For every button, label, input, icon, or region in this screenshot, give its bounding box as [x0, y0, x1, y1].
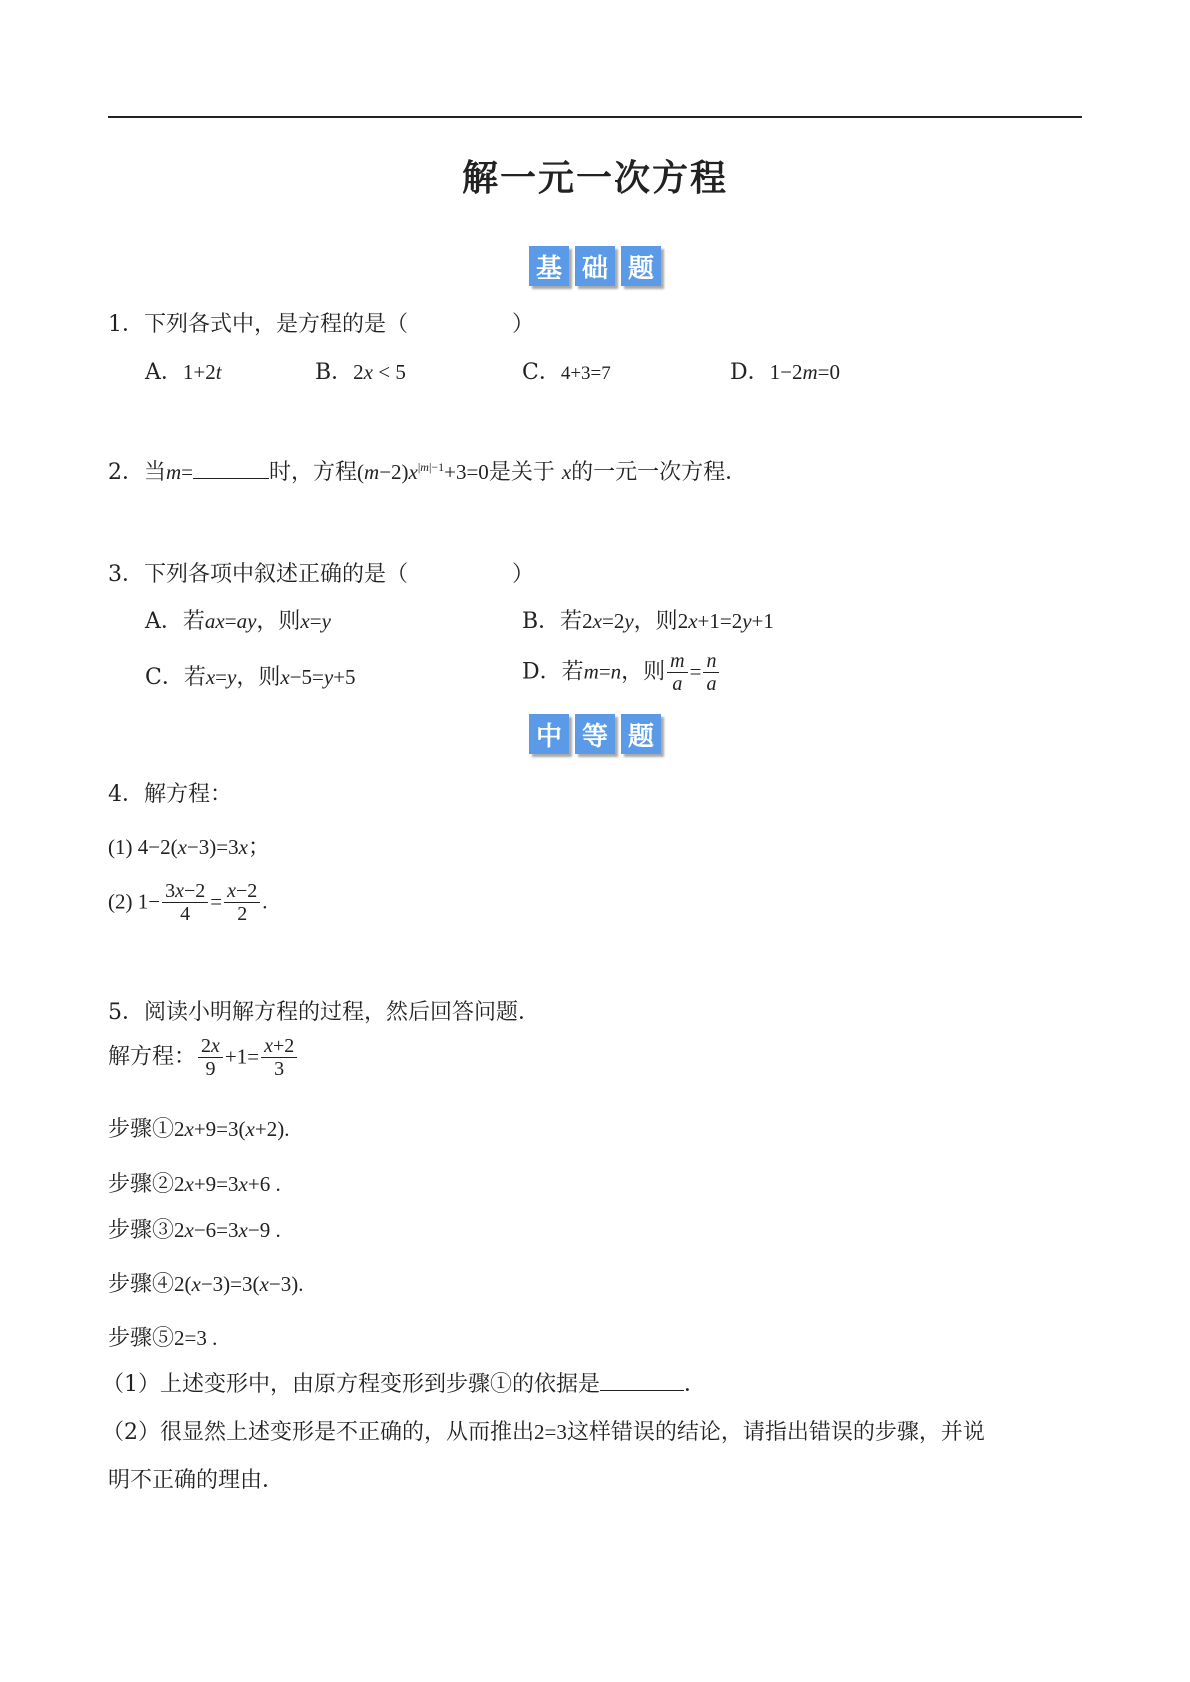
q3-option-c: C．若x=y，则x−5=y+5	[145, 665, 356, 690]
q5-step-2: 步骤②2x+9=3x+6 .	[108, 1172, 281, 1197]
q4-part-1: (1) 4−2(x−3)=3x；	[108, 835, 270, 860]
q5-step-1: 步骤①2x+9=3(x+2).	[108, 1117, 290, 1142]
q5-equation: 解方程： $\frac{2x}{9}$ +1= $\frac{x+2}{3}$	[108, 1035, 299, 1080]
badge-char: 题	[621, 714, 661, 754]
badge-char: 中	[529, 714, 569, 754]
question-4-stem: 4．解方程：	[108, 782, 232, 807]
question-1-stem: 1．下列各式中，是方程的是（ ）	[108, 312, 535, 337]
answer-blank[interactable]	[600, 1372, 684, 1391]
section-badge-medium	[0, 714, 1190, 754]
q1-option-d: D．1−2m=0	[730, 360, 840, 385]
question-2: 2．当m= 时，方程$(m-2)x^{|m|-1}+3=0$是关于 x的一元一次方程．	[108, 460, 748, 485]
question-5-stem: 5．阅读小明解方程的过程，然后回答问题．	[108, 1000, 540, 1025]
q5-step-5: 步骤⑤2=3 .	[108, 1326, 218, 1351]
question-3-stem: 3．下列各项中叙述正确的是（ ）	[108, 562, 535, 587]
badge-char: 题	[621, 246, 661, 286]
q1-option-c: C．4+3=7	[522, 360, 611, 385]
q5-sub-1: （1）上述变形中，由原方程变形到步骤①的依据是 ．	[102, 1372, 707, 1397]
q5-sub-2: （2）很显然上述变形是不正确的，从而推出2=3这样错误的结论，请指出错误的步骤，并说	[102, 1420, 985, 1445]
q5-sub-2-cont: 明不正确的理由．	[108, 1468, 285, 1493]
q4-part-2: (2) 1− $\frac{3x-2}{4}$ = $\frac{x-2}{2}$ .	[108, 880, 268, 925]
answer-blank[interactable]	[193, 460, 269, 479]
q1-option-a: A．1+2t	[145, 360, 222, 385]
q3-option-d: D．若m=n，则 $\frac{m}{a}$ = $\frac{n}{a}$	[522, 650, 721, 695]
page-title: 解一元一次方程	[461, 158, 728, 199]
badge-char: 础	[575, 246, 615, 286]
q3-option-b: B．若2x=2y，则2x+1=2y+1	[522, 609, 774, 634]
q5-step-4: 步骤④2(x−3)=3(x−3).	[108, 1272, 304, 1297]
badge-char: 基	[529, 246, 569, 286]
q3-option-a: A．若ax=ay，则x=y	[145, 609, 331, 634]
header-rule	[108, 116, 1082, 118]
section-badge-basic	[0, 246, 1190, 286]
q1-option-b: B．2x < 5	[315, 360, 406, 385]
q5-step-3: 步骤③2x−6=3x−9 .	[108, 1218, 281, 1243]
badge-char: 等	[575, 714, 615, 754]
